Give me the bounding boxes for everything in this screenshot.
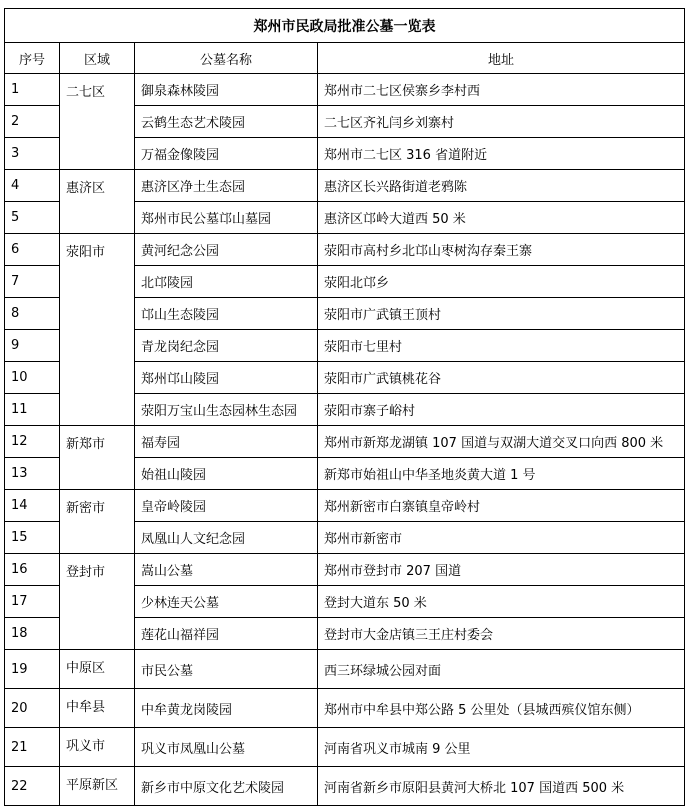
row-number: 11 bbox=[5, 394, 60, 426]
cemetery-name: 新乡市中原文化艺术陵园 bbox=[135, 767, 318, 806]
cemetery-name: 北邙陵园 bbox=[135, 266, 318, 298]
table-row bbox=[5, 490, 685, 522]
table-row bbox=[5, 650, 685, 689]
table-title: 郑州市民政局批准公墓一览表 bbox=[5, 9, 685, 43]
header-no: 序号 bbox=[5, 43, 60, 74]
cemetery-address: 郑州市新郑龙湖镇 107 国道与双湖大道交叉口向西 800 米 bbox=[318, 426, 685, 458]
cemetery-address: 郑州新密市白寨镇皇帝岭村 bbox=[318, 490, 685, 522]
cemetery-address: 河南省新乡市原阳县黄河大桥北 107 国道西 500 米 bbox=[318, 767, 685, 806]
district-cell: 荥阳市 bbox=[60, 234, 135, 426]
table-row bbox=[5, 554, 685, 586]
row-number: 7 bbox=[5, 266, 60, 298]
row-number: 21 bbox=[5, 728, 60, 767]
row-number: 12 bbox=[5, 426, 60, 458]
table-row bbox=[5, 728, 685, 767]
header-row bbox=[5, 43, 685, 74]
cemetery-address: 郑州市二七区 316 省道附近 bbox=[318, 138, 685, 170]
row-number: 1 bbox=[5, 74, 60, 106]
cemetery-address: 二七区齐礼闫乡刘寨村 bbox=[318, 106, 685, 138]
district-cell: 中牟县 bbox=[60, 689, 135, 728]
district-cell: 中原区 bbox=[60, 650, 135, 689]
table-body bbox=[5, 74, 685, 806]
header-name: 公墓名称 bbox=[135, 43, 318, 74]
cemetery-address: 郑州市二七区侯寨乡李村西 bbox=[318, 74, 685, 106]
cemetery-name: 凤凰山人文纪念园 bbox=[135, 522, 318, 554]
row-number: 15 bbox=[5, 522, 60, 554]
row-number: 18 bbox=[5, 618, 60, 650]
cemetery-address: 惠济区长兴路街道老鸦陈 bbox=[318, 170, 685, 202]
cemetery-name: 巩义市凤凰山公墓 bbox=[135, 728, 318, 767]
cemetery-address: 郑州市登封市 207 国道 bbox=[318, 554, 685, 586]
cemetery-name: 嵩山公墓 bbox=[135, 554, 318, 586]
cemetery-name: 市民公墓 bbox=[135, 650, 318, 689]
district-cell: 巩义市 bbox=[60, 728, 135, 767]
cemetery-address: 登封大道东 50 米 bbox=[318, 586, 685, 618]
table-row bbox=[5, 170, 685, 202]
row-number: 13 bbox=[5, 458, 60, 490]
cemetery-name: 万福金像陵园 bbox=[135, 138, 318, 170]
cemetery-name: 郑州邙山陵园 bbox=[135, 362, 318, 394]
row-number: 10 bbox=[5, 362, 60, 394]
cemetery-address: 河南省巩义市城南 9 公里 bbox=[318, 728, 685, 767]
district-cell: 惠济区 bbox=[60, 170, 135, 234]
cemetery-address: 惠济区邙岭大道西 50 米 bbox=[318, 202, 685, 234]
district-cell: 平原新区 bbox=[60, 767, 135, 806]
cemetery-address: 荥阳市广武镇王顶村 bbox=[318, 298, 685, 330]
cemetery-name: 云鹤生态艺术陵园 bbox=[135, 106, 318, 138]
cemetery-name: 皇帝岭陵园 bbox=[135, 490, 318, 522]
cemetery-name: 惠济区净土生态园 bbox=[135, 170, 318, 202]
table-row bbox=[5, 426, 685, 458]
cemetery-address: 郑州市中牟县中郑公路 5 公里处（县城西殡仪馆东侧） bbox=[318, 689, 685, 728]
table-row bbox=[5, 234, 685, 266]
row-number: 3 bbox=[5, 138, 60, 170]
row-number: 9 bbox=[5, 330, 60, 362]
cemetery-name: 御泉森林陵园 bbox=[135, 74, 318, 106]
district-cell: 新郑市 bbox=[60, 426, 135, 490]
cemetery-address: 郑州市新密市 bbox=[318, 522, 685, 554]
row-number: 6 bbox=[5, 234, 60, 266]
cemetery-name: 少林连天公墓 bbox=[135, 586, 318, 618]
title-row bbox=[5, 9, 685, 43]
cemetery-address: 西三环绿城公园对面 bbox=[318, 650, 685, 689]
cemetery-address: 荥阳市七里村 bbox=[318, 330, 685, 362]
table-row bbox=[5, 767, 685, 806]
cemetery-name: 邙山生态陵园 bbox=[135, 298, 318, 330]
header-address: 地址 bbox=[318, 43, 685, 74]
row-number: 2 bbox=[5, 106, 60, 138]
row-number: 16 bbox=[5, 554, 60, 586]
cemetery-name: 始祖山陵园 bbox=[135, 458, 318, 490]
cemetery-name: 青龙岗纪念园 bbox=[135, 330, 318, 362]
row-number: 5 bbox=[5, 202, 60, 234]
cemetery-address: 新郑市始祖山中华圣地炎黄大道 1 号 bbox=[318, 458, 685, 490]
district-cell: 新密市 bbox=[60, 490, 135, 554]
cemetery-address: 荥阳市广武镇桃花谷 bbox=[318, 362, 685, 394]
table-row bbox=[5, 74, 685, 106]
row-number: 20 bbox=[5, 689, 60, 728]
cemetery-name: 黄河纪念公园 bbox=[135, 234, 318, 266]
cemetery-name: 荥阳万宝山生态园林生态园 bbox=[135, 394, 318, 426]
district-cell: 登封市 bbox=[60, 554, 135, 650]
cemetery-name: 福寿园 bbox=[135, 426, 318, 458]
row-number: 4 bbox=[5, 170, 60, 202]
cemetery-name: 郑州市民公墓邙山墓园 bbox=[135, 202, 318, 234]
row-number: 8 bbox=[5, 298, 60, 330]
cemetery-address: 荥阳市寨子峪村 bbox=[318, 394, 685, 426]
cemetery-address: 荥阳北邙乡 bbox=[318, 266, 685, 298]
cemetery-name: 中牟黄龙岗陵园 bbox=[135, 689, 318, 728]
cemetery-address: 荥阳市高村乡北邙山枣树沟存秦王寨 bbox=[318, 234, 685, 266]
cemetery-name: 莲花山福祥园 bbox=[135, 618, 318, 650]
row-number: 17 bbox=[5, 586, 60, 618]
row-number: 19 bbox=[5, 650, 60, 689]
row-number: 14 bbox=[5, 490, 60, 522]
row-number: 22 bbox=[5, 767, 60, 806]
district-cell: 二七区 bbox=[60, 74, 135, 170]
header-district: 区域 bbox=[60, 43, 135, 74]
table-row bbox=[5, 689, 685, 728]
cemetery-table bbox=[4, 8, 685, 806]
cemetery-address: 登封市大金店镇三王庄村委会 bbox=[318, 618, 685, 650]
